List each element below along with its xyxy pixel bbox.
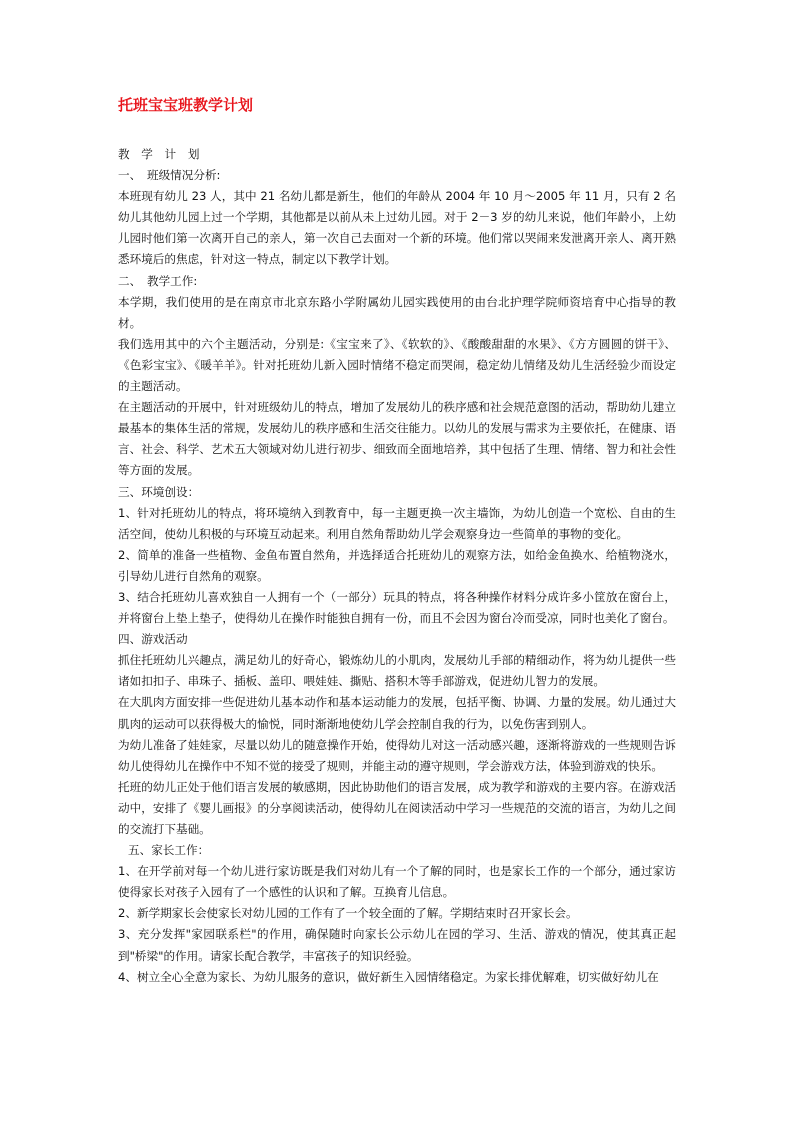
paragraph-parents-4: 4、树立全心全意为家长、为幼儿服务的意识，做好新生入园情绪稳定。为家长排优解难，切实做好幼儿在: [118, 969, 659, 984]
section-heading-games: 四、游戏活动: [118, 632, 188, 647]
paragraph-games-language: 托班的幼儿正处于他们语言发展的敏感期，因此协助他们的语言发展，成为教学和游戏的主要内容。在游戏活动中，安排了《婴儿画报》的分享阅读活动，使得幼儿在阅读活动中学习一些规范的交流的语言，为幼儿之间的交流打下基础。: [118, 779, 676, 836]
paragraph-theme-development: 在主题活动的开展中，针对班级幼儿的特点，增加了发展幼儿的秩序感和社会规范意图的活动，帮助幼儿建立最基本的集体生活的常规，发展幼儿的秩序感和生活交往能力。以幼儿的发展与需求为主要依托，在健康、语言、社会、科学、艺术五大领域对幼儿进行初步、细致而全面地培养，其中包括了生理、情绪、智力和社会性等方面的发展。: [118, 400, 676, 478]
paragraph-parents-2: 2、新学期家长会使家长对幼儿园的工作有了一个较全面的了解。学期结束时召开家长会。: [118, 906, 578, 921]
paragraph-environment-1: 1、针对托班幼儿的特点，将环境纳入到教育中，每一主题更换一次主墙饰，为幼儿创造一个宽松、自由的生活空间，使幼儿积极的与环境互动起来。利用自然角帮助幼儿学会观察身边一些简单的事物的变化。: [118, 505, 676, 541]
paragraph-games-doll-house: 为幼儿准备了娃娃家，尽量以幼儿的随意操作开始，使得幼儿对这一活动感兴趣，逐渐将游戏的一些规则告诉幼儿使得幼儿在操作中不知不觉的接受了规则，并能主动的遵守规则，学会游戏方法，体验到游戏的快乐。: [118, 737, 676, 773]
paragraph-games-fine-motor: 抓住托班幼儿兴趣点，满足幼儿的好奇心，锻炼幼儿的小肌肉，发展幼儿手部的精细动作，将为幼儿提供一些诸如扣扣子、串珠子、插板、盖印、喂娃娃、撕贴、搭积木等手部游戏，促进幼儿智力的发展。: [118, 653, 676, 689]
paragraph-games-gross-motor: 在大肌肉方面安排一些促进幼儿基本动作和基本运动能力的发展，包括平衡、协调、力量的发展。幼儿通过大肌肉的运动可以获得极大的愉悦，同时渐渐地使幼儿学会控制自我的行为，以免伤害到别人。: [118, 695, 676, 731]
paragraph-environment-2: 2、简单的准备一些植物、金鱼布置自然角，并选择适合托班幼儿的观察方法，如给金鱼换水、给植物浇水，引导幼儿进行自然角的观察。: [118, 547, 676, 583]
section-heading-teaching-work: 二、 教学工作:: [118, 273, 198, 288]
section-heading-parents: 五、家长工作：: [128, 843, 210, 858]
document-page: [118, 92, 676, 988]
paragraph-class-analysis: 本班现有幼儿 23 人，其中 21 名幼儿都是新生，他们的年龄从 2004 年 10 月～2005 年 11 月，只有 2 名幼儿其他幼儿园上过一个学期，其他都是以前从未上过幼儿园。对于 2－3 岁的幼儿来说，他们年龄小，上幼儿园时他们第一次离开自己的亲人，第一次自己去面对一个新的环境。他们常以哭闹来发泄离开亲人、离开熟悉环境后的焦虑，针对这一特点，制定以下教学计划。: [118, 189, 676, 267]
paragraph-theme-activities: 我们选用其中的六个主题活动，分别是:《宝宝来了》、《软软的》、《酸酸甜甜的水果》、《方方圆圆的饼干》、《色彩宝宝》、《暖羊羊》。针对托班幼儿新入园时情绪不稳定而哭闹，稳定幼儿情绪及幼儿生活经验少而设定的主题活动。: [118, 336, 676, 394]
paragraph-environment-3: 3、结合托班幼儿喜欢独自一人拥有一个（一部分）玩具的特点，将各种操作材料分成许多小筐放在窗台上，并将窗台上垫上垫子，使得幼儿在操作时能独自拥有一份，而且不会因为窗台冷而受凉，同时也美化了窗台。: [118, 589, 676, 626]
paragraph-teaching-materials: 本学期，我们使用的是在南京市北京东路小学附属幼儿园实践使用的由台北护理学院师资培育中心指导的教材。: [118, 294, 676, 330]
section-heading-class-analysis: 一、 班级情况分析:: [118, 168, 221, 183]
document-title: 托班宝宝班教学计划: [118, 96, 254, 114]
paragraph-parents-1: 1、在开学前对每一个幼儿进行家访既是我们对幼儿有一个了解的同时，也是家长工作的一个部分，通过家访使得家长对孩子入园有了一个感性的认识和了解。互换育儿信息。: [118, 864, 676, 900]
plan-subtitle: 教 学 计 划: [118, 147, 204, 161]
paragraph-parents-3: 3、充分发挥"家园联系栏"的作用，确保随时向家长公示幼儿在园的学习、生活、游戏的情况，使其真正起到"桥梁"的作用。请家长配合教学，丰富孩子的知识经验。: [118, 927, 676, 963]
section-heading-environment: 三、环境创设：: [118, 484, 200, 499]
